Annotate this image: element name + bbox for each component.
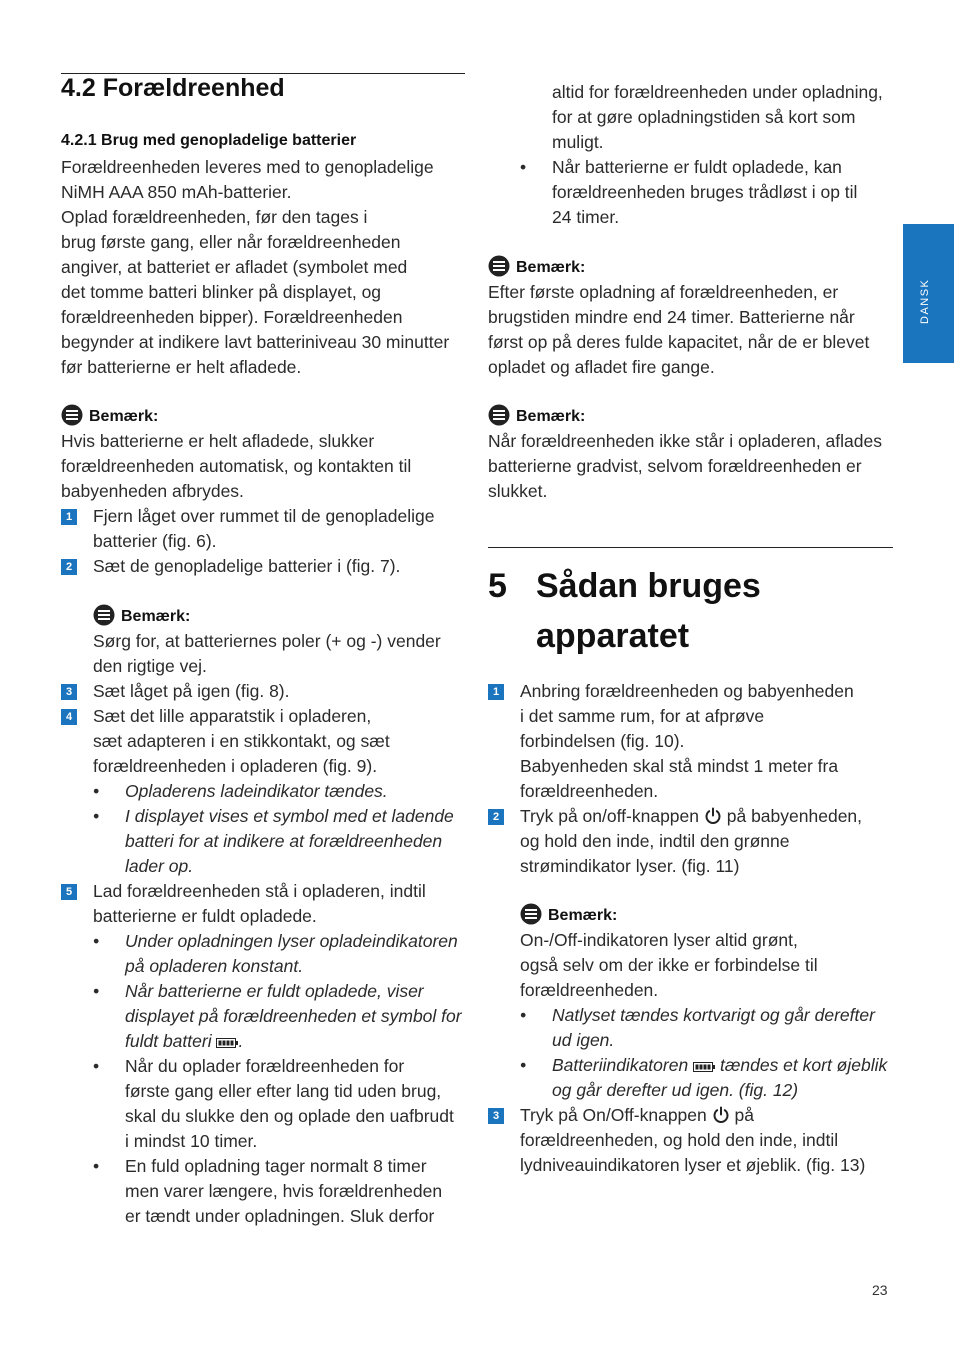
step-number: 1 [61, 509, 77, 525]
step-text: Anbring forældreenheden og babyenheden i det samme rum, for at afprøve forbindelsen (fig. 10). Babyenheden skal stå mindst 1 meter fra forældreenheden. [520, 681, 854, 801]
note-icon [61, 404, 83, 426]
chapter-rule [488, 547, 893, 548]
step-text: Tryk på on/off-knappen på babyenheden, og hold den inde, indtil den grønne strømindikator lyser. (fig. 11) [520, 806, 863, 876]
note-heading: Bemærk: [488, 255, 585, 280]
note-text: Når forældreenheden ikke står i opladeren, aflades batterierne gradvist, selvom forældreenheden er slukket. [488, 431, 882, 501]
note-icon [520, 903, 542, 925]
note-heading: Bemærk: [61, 404, 158, 429]
battery-full-icon [216, 1038, 238, 1048]
note-text: Sørg for, at batteriernes poler (+ og -) vender den rigtige vej. [93, 631, 441, 676]
step-text: Sæt det lille apparatstik i opladeren, sæt adapteren i en stikkontakt, og sæt forældreenheden i opladeren (fig. 9). [93, 706, 390, 776]
step-text: Lad forældreenheden stå i opladeren, indtil batterierne er fuldt opladede. [93, 881, 426, 926]
power-icon [712, 1106, 730, 1124]
step-number: 3 [488, 1108, 504, 1124]
section-heading: 4.2 Forældreenhed [61, 74, 285, 102]
step-text: Fjern låget over rummet til de genopladelige batterier (fig. 6). [93, 506, 435, 551]
chapter-title: 5 Sådan bruges apparatet [488, 567, 761, 655]
note-icon [93, 604, 115, 626]
note-text: Hvis batterierne er helt afladede, slukker forældreenheden automatisk, og kontakten til babyenheden afbrydes. [61, 431, 412, 501]
step-text: Sæt låget på igen (fig. 8). [93, 681, 290, 701]
step-number: 4 [61, 709, 77, 725]
power-icon [704, 807, 722, 825]
note-icon [488, 404, 510, 426]
step-number: 2 [61, 559, 77, 575]
continued-text: altid for forældreenheden under opladning, for at gøre opladningstiden så kort som muligt. [552, 82, 883, 152]
subheading: 4.2.1 Brug med genopladelige batterier [61, 132, 357, 149]
note-text: Efter første opladning af forældreenheden, er brugstiden mindre end 24 timer. Batterierne når først op på deres fulde kapacitet, når de er blevet opladet og afladet fire gange. [488, 282, 870, 377]
step-text: Sæt de genopladelige batterier i (fig. 7). [93, 556, 401, 576]
step-number: 1 [488, 684, 504, 700]
intro-paragraph: Forældreenheden leveres med to genopladelige NiMH AAA 850 mAh-batterier. Oplad forældreenheden, før den tages i brug første gang, eller når forældreenheden angiver, at batteriet er afladet (symbolet med det tomme batteri blinker på displayet, og forældreenheden bipper). Forældreenheden begynder at indikere lavt batteriniveau 30 minutter før batterierne er helt afladede. [61, 157, 450, 377]
language-tab [903, 224, 954, 363]
battery-full-icon [693, 1062, 715, 1072]
step-number: 5 [61, 884, 77, 900]
step-number: 2 [488, 809, 504, 825]
step-number: 3 [61, 684, 77, 700]
language-tab-label: DANSK [919, 278, 931, 324]
step-text: Tryk på On/Off-knappen på forældreenheden, og hold den inde, indtil lydniveauindikatoren lyser et øjeblik. (fig. 13) [520, 1105, 866, 1175]
note-icon [488, 255, 510, 277]
page-number: 23 [872, 1282, 888, 1298]
note-heading: Bemærk: [488, 404, 585, 429]
note-text: On-/Off-indikatoren lyser altid grønt, også selv om der ikke er forbindelse til forældreenheden. [520, 930, 818, 1000]
note-heading: Bemærk: [93, 604, 190, 629]
note-heading: Bemærk: [520, 903, 617, 928]
